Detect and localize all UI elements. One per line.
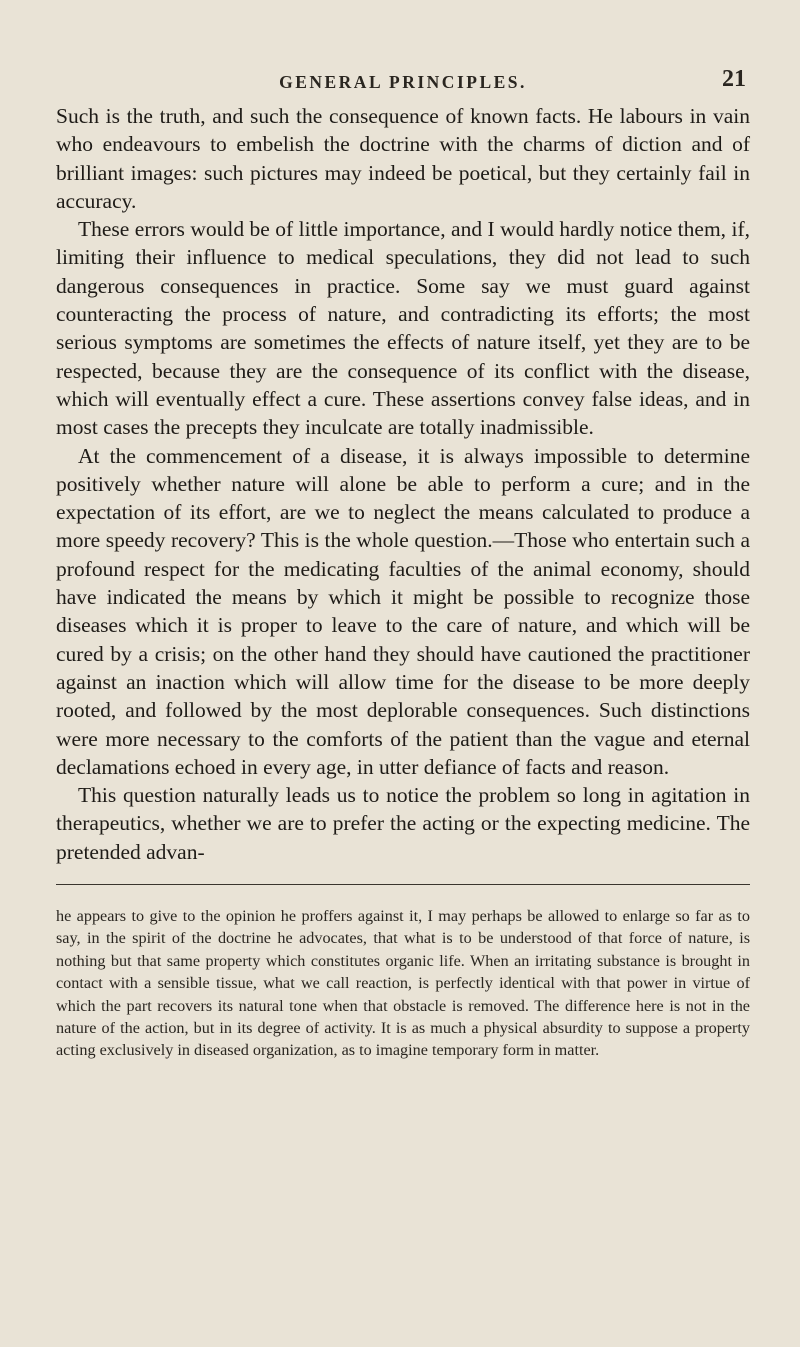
paragraph: This question naturally leads us to notice the problem so long in agitation in therapeutics, whether we are to prefer the acting or the expecting medicine. The pretended advan- — [56, 783, 750, 864]
running-title: GENERAL PRINCIPLES. — [279, 72, 527, 92]
paragraph: These errors would be of little importance, and I would hardly notice them, if, limiting their influence to medical speculations, they did not lead to such dangerous consequences in practice. Some say we must guard against counteracting the process of nature, and contradicting its efforts; the most serious symptoms are sometimes the effects of nature itself, yet they are to be respected, because they are the consequence of its conflict with the disease, which will eventually effect a cure. These assertions convey false ideas, and in most cases the precepts they inculcate are totally inadmissible. — [56, 217, 750, 440]
paragraph: At the commencement of a disease, it is always impossible to determine positively whether nature will alone be able to perform a cure; and in the expectation of its effort, are we to neglect the means calculated to produce a more speedy recovery? This is the whole question.—Those who entertain such a profound respect for the medicating faculties of the animal economy, should have indicated the means by which it might be possible to recognize those diseases which it is proper to leave to the care of nature, and which will be cured by a crisis; on the other hand they should have cautioned the practitioner against an inaction which will allow time for the disease to be more deeply rooted, and followed by the most deplorable consequences. Such distinctions were more necessary to the comforts of the patient than the vague and eternal declamations echoed in every age, in utter defiance of facts and reason. — [56, 443, 750, 779]
body-text — [56, 102, 750, 866]
footnote-rule — [56, 884, 750, 885]
footnote — [56, 905, 750, 1062]
page-number: 21 — [722, 66, 746, 92]
footnote-text: he appears to give to the opinion he proffers against it, I may perhaps be allowed to enlarge so far as to say, in the spirit of the doctrine he advocates, that what is to be understood of that force of nature, is nothing but that same property which constitutes organic life. When an irritating substance is brought in contact with a sensible tissue, what we call reaction, is perfectly identical with that power in virtue of which the part recovers its natural tone when that obstacle is removed. The difference here is not in the nature of the action, but in its degree of activity. It is as much a physical absurdity to suppose a property acting exclusively in diseased organization, as to imagine temporary form in matter. — [56, 907, 750, 1060]
paragraph: Such is the truth, and such the consequence of known facts. He labours in vain who endeavours to embelish the doctrine with the charms of diction and of brilliant images: such pictures may indeed be poetical, but they certainly fail in accuracy. — [56, 104, 750, 213]
running-head — [56, 66, 750, 94]
